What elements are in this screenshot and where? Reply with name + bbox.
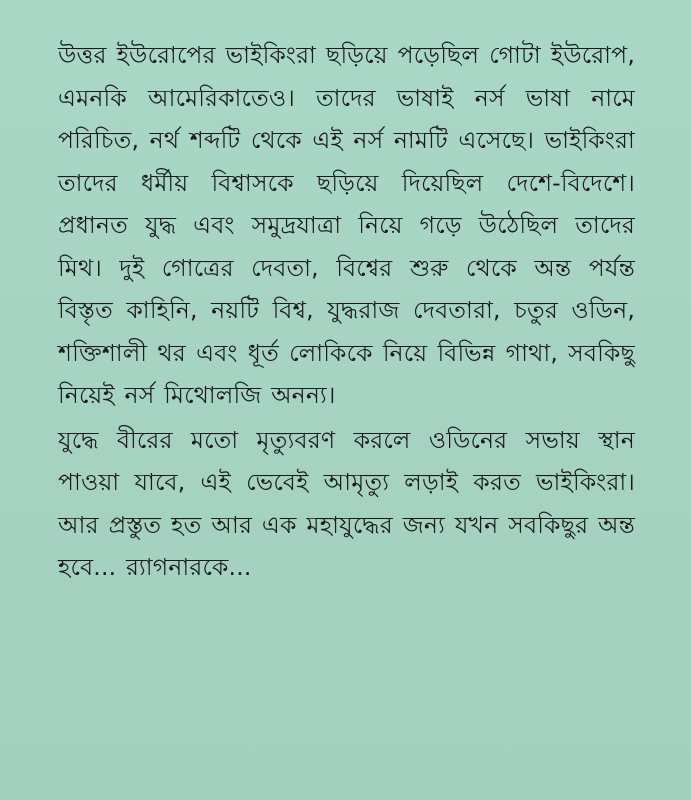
blurb-paragraph-1: উত্তর ইউরোপের ভাইকিংরা ছড়িয়ে পড়েছিল গোটা ইউরোপ, এমনকি আমেরিকাতেও। তাদের ভাষাই নর্স ভাষা নামে পরিচিত, নর্থ শব্দটি থেকে এই নর্স নামটি এসেছে। ভাইকিংরা তাদের ধর্মীয় বিশ্বাসকে ছড়িয়ে দিয়েছিল দেশে-বিদেশে। প্রধানত যুদ্ধ এবং সমুদ্রযাত্রা নিয়ে গড়ে উঠেছিল তাদের মিথ। দুই গোত্রের দেবতা, বিশ্বের শুরু থেকে অন্ত পর্যন্ত বিস্তৃত কাহিনি, নয়টি বিশ্ব, যুদ্ধরাজ দেবতারা, চতুর ওডিন, শক্তিশালী থর এবং ধূর্ত লোকিকে নিয়ে বিভিন্ন গাথা, সবকিছু নিয়েই নর্স মিথোলজি অনন্য। <box>58 41 635 409</box>
blurb-paragraph-2: যুদ্ধে বীরের মতো মৃত্যুবরণ করলে ওডিনের সভায় স্থান পাওয়া যাবে, এই ভেবেই আমৃত্যু লড়াই করত ভাইকিংরা। আর প্রস্তুত হত আর এক মহাযুদ্ধের জন্য যখন সবকিছুর অন্ত হবে... র‍্যাগনারকে... <box>58 425 635 581</box>
